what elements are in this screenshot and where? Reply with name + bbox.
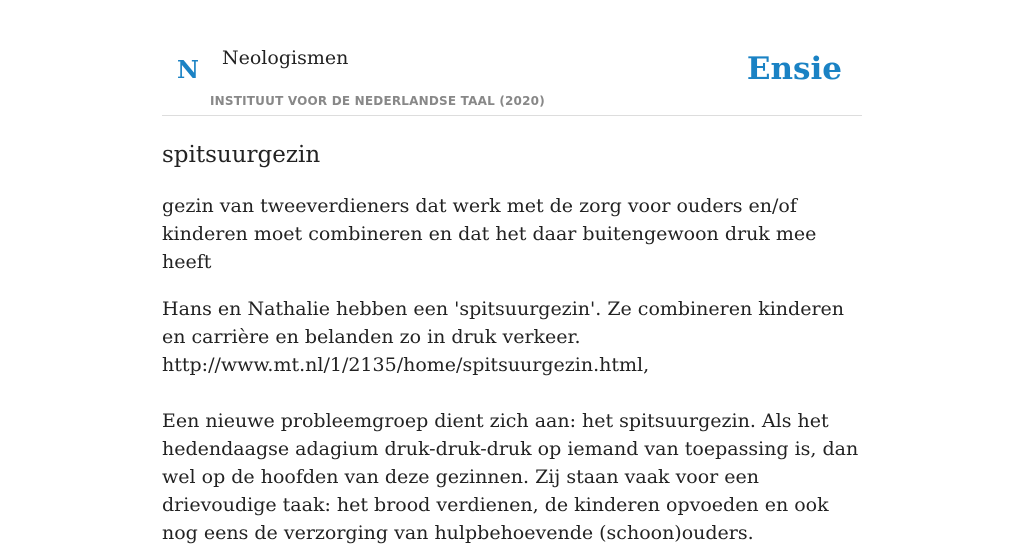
page-container	[162, 0, 862, 547]
source-logo[interactable]: N	[177, 55, 199, 84]
ensie-logo-link[interactable]: Ensie	[746, 51, 842, 87]
entry-term: spitsuurgezin	[162, 142, 321, 168]
example-quote: Een nieuwe probleemgroep dient zich aan: het spitsuurgezin. Als het hedendaagse adagium druk-druk-druk op iemand van toepassing is, dan wel op de hoofden van deze gezinnen. Zij staan vaak voor een drievoudige taak: het brood verdienen, de kinderen opvoeden en ook nog eens de verzorging van hulpbehoevende (schoon)ouders.	[162, 410, 859, 544]
example-source-url: http://www.mt.nl/1/2135/home/spitsuurgezin.html,	[162, 354, 650, 376]
source-subtitle: INSTITUUT VOOR DE NEDERLANDSE TAAL (2020)	[210, 94, 545, 108]
source-title[interactable]: Neologismen	[222, 47, 349, 69]
source-header	[162, 0, 862, 116]
example-quote: Hans en Nathalie hebben een 'spitsuurgezin'. Ze combineren kinderen en carrière en belanden zo in druk verkeer.	[162, 298, 845, 348]
entry-definition: gezin van tweeverdieners dat werk met de zorg voor ouders en/of kinderen moet combineren en dat het daar buitengewoon druk mee heeft	[162, 195, 817, 273]
entry-examples	[162, 295, 862, 547]
paragraph-spacer	[162, 379, 862, 407]
